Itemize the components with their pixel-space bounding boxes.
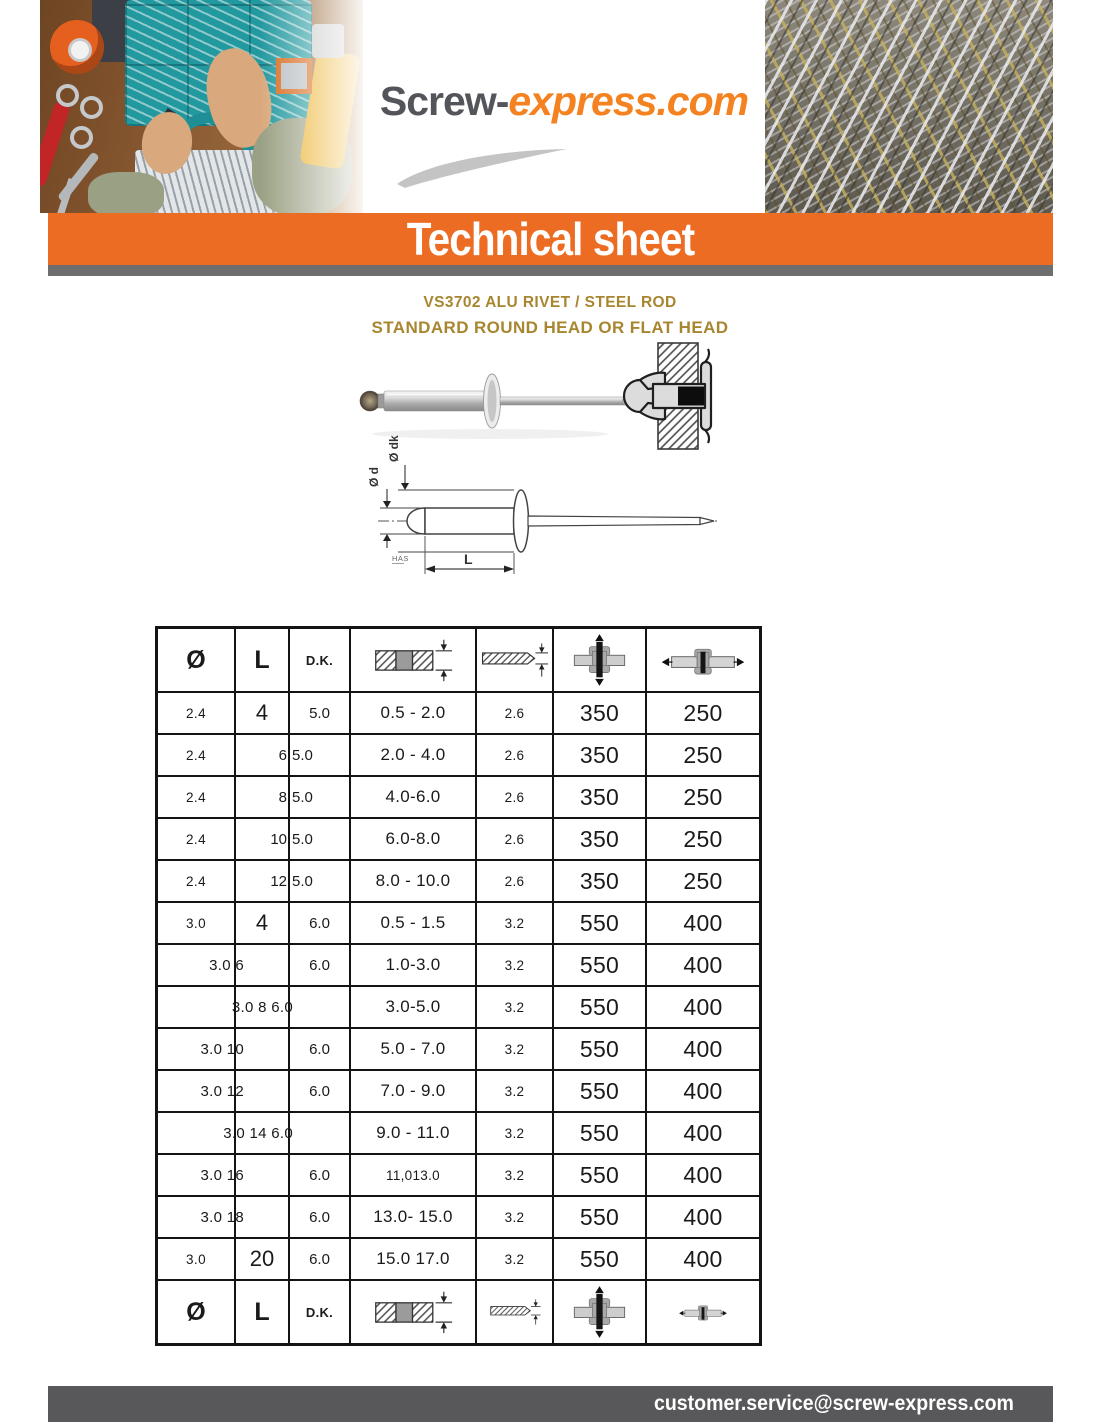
shear-strength-icon — [679, 1301, 727, 1323]
cell-grip-range: 15.0 17.0 — [349, 1239, 475, 1279]
table-row — [158, 1237, 759, 1279]
tensile-strength-icon — [572, 634, 627, 686]
cell-strength-2: 250 — [645, 735, 759, 775]
cell-length: 12 — [234, 861, 288, 901]
cell-grip-range: 4.0-6.0 — [349, 777, 475, 817]
rivet-dimension-drawing — [330, 432, 795, 602]
cell-strength-2: 400 — [645, 1029, 759, 1069]
table-row — [158, 901, 759, 943]
table-row — [158, 859, 759, 901]
logo-part-orange: express.com — [508, 78, 749, 124]
cell-hole-diameter: 2.6 — [475, 735, 552, 775]
cell-grip-range: 13.0- 15.0 — [349, 1197, 475, 1237]
col-header-head-diameter: D.K. — [288, 629, 349, 691]
cell-diameter: 2.4 — [186, 873, 206, 889]
col-header-grip-range — [349, 629, 475, 691]
cell-strength-2: 400 — [645, 1197, 759, 1237]
tensile-strength-icon — [572, 1286, 627, 1338]
cell-hole-diameter: 3.2 — [475, 945, 552, 985]
cell-strength-1: 550 — [552, 1029, 645, 1069]
cell-head-diameter: 5.0 — [288, 693, 349, 733]
col-footer-drill-hole — [475, 1281, 552, 1343]
combined-diameter-length: 3.0 10 — [200, 1040, 244, 1058]
dim-label-length: L — [464, 551, 473, 567]
drill-hole-icon — [486, 1297, 544, 1327]
cell-hole-diameter: 3.2 — [475, 1239, 552, 1279]
cell-length: 10 — [234, 819, 288, 859]
table-header-row — [158, 629, 759, 691]
cell-diameter: 3.0 — [186, 915, 206, 931]
col-footer-diameter: Ø — [186, 1297, 206, 1326]
cell-hole-diameter: 2.6 — [475, 861, 552, 901]
cell-strength-1: 350 — [552, 777, 645, 817]
col-header-tensile — [552, 629, 645, 691]
cell-hole-diameter: 3.2 — [475, 1113, 552, 1153]
table-row — [158, 985, 759, 1027]
table-footer-header-row — [158, 1279, 759, 1343]
dim-label-d: Ø d — [367, 467, 381, 487]
cell-hole-diameter: 3.2 — [475, 1155, 552, 1195]
dim-label-dk: Ø dk — [387, 435, 401, 462]
drill-hole-icon — [477, 639, 552, 681]
cell-hole-diameter: 3.2 — [475, 1071, 552, 1111]
combined-diameter-length-head: 3.0 14 6.0 — [223, 1124, 293, 1142]
cell-strength-2: 250 — [645, 861, 759, 901]
cell-head-diameter: 5.0 — [288, 735, 349, 775]
combined-diameter-length: 3.0 6 — [209, 956, 244, 974]
cell-grip-range: 3.0-5.0 — [349, 987, 475, 1027]
cell-diameter: 3.0 — [186, 1251, 206, 1267]
cell-grip-range: 0.5 - 2.0 — [349, 693, 475, 733]
photo-fade-decor — [40, 0, 363, 213]
combined-diameter-length: 3.0 16 — [200, 1166, 244, 1184]
cell-strength-2: 250 — [645, 819, 759, 859]
cell-hole-diameter: 2.6 — [475, 693, 552, 733]
combined-diameter-length: 3.0 18 — [200, 1208, 244, 1226]
cell-strength-1: 550 — [552, 987, 645, 1027]
col-footer-tensile — [552, 1281, 645, 1343]
cell-strength-2: 400 — [645, 987, 759, 1027]
table-row — [158, 691, 759, 733]
cell-strength-1: 350 — [552, 861, 645, 901]
cell-grip-range: 9.0 - 11.0 — [349, 1113, 475, 1153]
col-footer-head-diameter: D.K. — [288, 1281, 349, 1343]
cell-head-diameter: 6.0 — [288, 1029, 349, 1069]
technical-sheet-banner — [48, 213, 1053, 265]
specifications-table — [155, 626, 762, 1346]
product-subtitle: STANDARD ROUND HEAD OR FLAT HEAD — [371, 318, 729, 337]
cell-strength-2: 400 — [645, 945, 759, 985]
cell-hole-diameter: 2.6 — [475, 819, 552, 859]
cell-head-diameter: 5.0 — [288, 819, 349, 859]
cell-length: 4 — [234, 903, 288, 943]
cell-length: 6 — [234, 735, 288, 775]
divider-strip — [48, 265, 1053, 276]
table-row — [158, 1195, 759, 1237]
cell-length: 4 — [234, 693, 288, 733]
cell-hole-diameter: 3.2 — [475, 1197, 552, 1237]
col-header-length: L — [234, 629, 288, 691]
cell-strength-1: 550 — [552, 1071, 645, 1111]
cell-grip-range: 0.5 - 1.5 — [349, 903, 475, 943]
shear-strength-icon — [661, 641, 745, 679]
cell-length: 20 — [234, 1239, 288, 1279]
cell-hole-diameter: 3.2 — [475, 987, 552, 1027]
col-header-diameter: Ø — [186, 645, 206, 674]
screws-photo — [765, 0, 1053, 213]
dim-label-has: HAS — [392, 554, 409, 563]
cell-strength-2: 400 — [645, 1155, 759, 1195]
workbench-photo — [40, 0, 363, 213]
cell-head-diameter: 6.0 — [288, 903, 349, 943]
cell-head-diameter: 6.0 — [288, 1071, 349, 1111]
cell-grip-range: 7.0 - 9.0 — [349, 1071, 475, 1111]
cell-grip-range: 6.0-8.0 — [349, 819, 475, 859]
cell-strength-1: 350 — [552, 819, 645, 859]
product-title: VS3702 ALU RIVET / STEEL ROD — [423, 294, 677, 311]
table-row — [158, 817, 759, 859]
cell-strength-2: 400 — [645, 1239, 759, 1279]
cell-grip-range: 11,013.0 — [349, 1155, 475, 1195]
cell-strength-1: 350 — [552, 693, 645, 733]
combined-diameter-length-head: 3.0 8 6.0 — [231, 998, 293, 1016]
col-header-shear — [645, 629, 759, 691]
banner-title: Technical sheet — [406, 213, 695, 265]
table-row — [158, 1111, 759, 1153]
cell-grip-range: 5.0 - 7.0 — [349, 1029, 475, 1069]
cell-grip-range: 2.0 - 4.0 — [349, 735, 475, 775]
cell-strength-2: 250 — [645, 693, 759, 733]
cell-head-diameter: 6.0 — [288, 1197, 349, 1237]
cell-strength-1: 550 — [552, 1113, 645, 1153]
brand-logo — [363, 78, 765, 125]
logo-swoosh-icon — [391, 146, 571, 191]
cell-strength-2: 400 — [645, 1113, 759, 1153]
grip-range-icon — [369, 1289, 457, 1335]
cell-strength-1: 550 — [552, 903, 645, 943]
footer-bar — [48, 1386, 1053, 1422]
col-header-drill-hole — [475, 629, 552, 691]
cell-diameter: 2.4 — [186, 747, 206, 763]
cell-head-diameter — [288, 1113, 349, 1153]
cell-strength-2: 250 — [645, 777, 759, 817]
table-row — [158, 733, 759, 775]
cell-head-diameter: 6.0 — [288, 1155, 349, 1195]
col-footer-length: L — [234, 1281, 288, 1343]
col-footer-grip-range — [349, 1281, 475, 1343]
cell-hole-diameter: 3.2 — [475, 903, 552, 943]
cell-strength-1: 550 — [552, 1197, 645, 1237]
cell-strength-1: 350 — [552, 735, 645, 775]
combined-diameter-length: 3.0 12 — [200, 1082, 244, 1100]
cell-head-diameter: 5.0 — [288, 861, 349, 901]
logo-part-gray: Screw- — [379, 78, 509, 124]
table-row — [158, 1069, 759, 1111]
table-row — [158, 1027, 759, 1069]
cell-hole-diameter: 2.6 — [475, 777, 552, 817]
cell-grip-range: 8.0 - 10.0 — [349, 861, 475, 901]
logo-area — [363, 0, 765, 213]
cell-strength-2: 400 — [645, 1071, 759, 1111]
cell-hole-diameter: 3.2 — [475, 1029, 552, 1069]
cell-strength-1: 550 — [552, 945, 645, 985]
cell-strength-1: 550 — [552, 1239, 645, 1279]
customer-service-email: customer.service@screw-express.com — [653, 1392, 1014, 1415]
cell-grip-range: 1.0-3.0 — [349, 945, 475, 985]
cell-diameter: 2.4 — [186, 705, 206, 721]
cell-head-diameter: 5.0 — [288, 777, 349, 817]
cell-length: 8 — [234, 777, 288, 817]
table-row — [158, 943, 759, 985]
cell-strength-1: 550 — [552, 1155, 645, 1195]
grip-range-icon — [369, 637, 457, 683]
cell-head-diameter — [288, 987, 349, 1027]
col-footer-shear — [645, 1281, 759, 1343]
table-row — [158, 775, 759, 817]
cell-diameter: 2.4 — [186, 789, 206, 805]
cell-strength-2: 400 — [645, 903, 759, 943]
cell-diameter: 2.4 — [186, 831, 206, 847]
cell-head-diameter: 6.0 — [288, 1239, 349, 1279]
cell-head-diameter: 6.0 — [288, 945, 349, 985]
table-row — [158, 1153, 759, 1195]
